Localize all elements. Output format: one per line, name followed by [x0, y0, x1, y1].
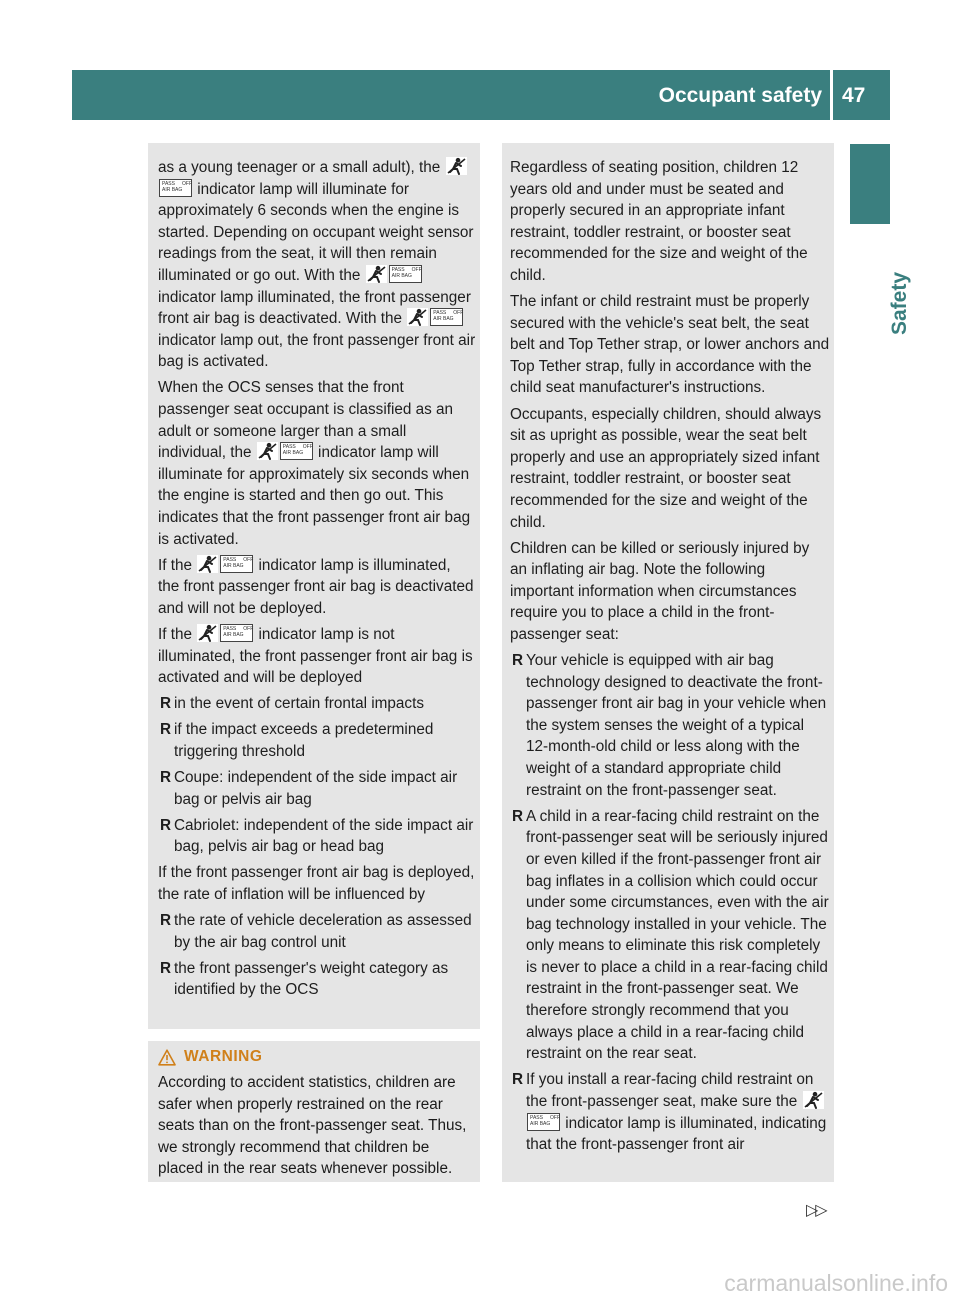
list-item: R Coupe: independent of the side impact air bag or pelvis air bag	[160, 769, 458, 808]
watermark: carmanualsonline.info	[724, 1270, 948, 1296]
pass-airbag-off-icon: PASS AIR BAG OFF	[220, 555, 253, 573]
bullet-icon: R	[160, 912, 172, 930]
paragraph: The infant or child restraint must be properly secured with the vehicle's seat belt, the seat belt and Top Tether strap, or lower anchors and Top Tether strap, fully in accordance with the child seat manufacturer's instructions.	[510, 293, 830, 397]
warning-header	[158, 1046, 262, 1068]
airbag-off-person-icon	[197, 555, 218, 573]
bullet-icon: R	[512, 1071, 524, 1089]
pass-airbag-off-icon: PASS AIR BAG OFF	[389, 265, 422, 283]
warning-text: According to accident statistics, children are safer when properly restrained on the rear seats than on the front-passenger seat. Thus, we strongly recommend that children be placed in the rear seats whenever possible.	[158, 1074, 467, 1178]
pass-airbag-off-icon: PASS AIR BAG OFF	[280, 442, 313, 460]
paragraph: When the OCS senses that the front passenger seat occupant is classified as an adult or someone larger than a small individual, the PASS AIR BAG OFF indicator lamp will illuminate for approximately six seconds when the engine is started and then go out. This indicates that the front passenger front air bag is activated.	[158, 379, 471, 548]
left-column	[158, 157, 476, 1005]
continue-arrows-icon: ▷▷	[806, 1202, 825, 1219]
airbag-off-person-icon	[257, 442, 278, 460]
page-number: 47	[842, 84, 866, 107]
bullet-icon: R	[512, 807, 524, 825]
airbag-indicator	[365, 267, 423, 284]
paragraph: Occupants, especially children, should always sit as upright as possible, wear the seat belt properly and use an appropriately sized infant restraint, toddler restraint, or booster seat recommended for the size and weight of the child.	[510, 405, 822, 531]
pass-airbag-off-icon: PASS AIR BAG OFF	[220, 624, 253, 642]
pass-airbag-off-icon: PASS AIR BAG OFF	[527, 1113, 560, 1131]
bullet-icon: R	[160, 769, 172, 787]
bullet-icon: R	[160, 721, 172, 739]
side-tab-marker	[850, 144, 890, 224]
side-tab	[830, 240, 910, 340]
airbag-indicator	[196, 626, 254, 643]
bullet-icon: R	[160, 959, 172, 977]
list-item: R in the event of certain frontal impacts	[158, 693, 476, 715]
paragraph: as a young teenager or a small adult), the PASS AIR BAG OFF indicator lamp will illuminate for approximately 6 seconds when the engine is started. Depending on occupant weight sensor readings from the seat, it will then remain illuminated or go out. With the PASS AIR BAG OFF indicator lamp illuminated, the front passenger front air bag is deactivated. With the PASS AIR BAG OFF indicator lamp out, the front passenger front air bag is activated.	[158, 159, 476, 371]
airbag-indicator	[406, 310, 464, 327]
airbag-off-person-icon	[197, 624, 218, 642]
airbag-off-person-icon	[366, 265, 387, 283]
section-title: Occupant safety	[658, 84, 822, 107]
list-item: R the front passenger's weight category as identified by the OCS	[160, 959, 449, 999]
paragraph: If the PASS AIR BAG OFF indicator lamp is illuminated, the front passenger front air bag is deactivated and will not be deployed.	[158, 556, 474, 617]
pass-airbag-off-icon: PASS AIR BAG OFF	[430, 308, 463, 326]
airbag-indicator	[256, 444, 314, 461]
list-item: R If you install a rear-facing child restraint on the front-passenger seat, make sure the PASS AIR BAG OFF indicator lamp is illuminated, indicating that the front-passenger front air	[512, 1071, 827, 1154]
bullet-icon: R	[160, 695, 172, 713]
side-tab-label: Safety	[888, 271, 911, 335]
airbag-off-person-icon	[803, 1091, 824, 1109]
paragraph: If the PASS AIR BAG OFF indicator lamp is not illuminated, the front passenger front air bag is activated and will be deployed	[158, 625, 473, 687]
pass-airbag-off-icon: PASS AIR BAG OFF	[159, 179, 192, 197]
airbag-off-person-icon	[407, 308, 428, 326]
warning-title: WARNING	[184, 1048, 263, 1065]
list-item: R the rate of vehicle deceleration as assessed by the air bag control unit	[160, 912, 472, 951]
paragraph: Regardless of seating position, children 12 years old and under must be seated and properly secured in an appropriate infant restraint, toddler restraint, or booster seat recommended for the size and weight of the child.	[510, 159, 808, 284]
bullet-icon: R	[512, 652, 524, 670]
paragraph: If the front passenger front air bag is deployed, the rate of inflation will be influenced by	[158, 864, 475, 903]
right-column	[510, 157, 830, 1160]
list-item: R if the impact exceeds a predetermined triggering threshold	[160, 721, 434, 760]
list-item: R Cabriolet: independent of the side impact air bag, pelvis air bag or head bag	[160, 816, 474, 856]
paragraph: Children can be killed or seriously injured by an inflating air bag. Note the following important information when circumstances require you to place a child in the front-passenger seat:	[510, 539, 810, 643]
bullet-icon: R	[160, 816, 172, 834]
header-divider	[830, 70, 833, 120]
airbag-off-person-icon	[446, 157, 467, 175]
warning-triangle-icon	[158, 1049, 176, 1066]
airbag-indicator	[196, 557, 254, 574]
list-item: R A child in a rear-facing child restraint on the front-passenger seat will be seriously injured or even killed if the front-passenger front air bag inflates in a collision which could occur under some circumstances, even with the air bag technology installed in your vehicle. The only means to eliminate this risk completely is never to place a child in a rear-facing child restraint in the front-passenger seat. We therefore strongly recommend that you always place a child in a rear-facing child restraint on the rear seat.	[512, 807, 829, 1063]
list-item: R Your vehicle is equipped with air bag technology designed to deactivate the front-passenger front air bag in your vehicle when the system senses the weight of a typical 12-month-old child or less along with the weight of a standard appropriate child restraint on the front-passenger seat.	[512, 652, 827, 799]
